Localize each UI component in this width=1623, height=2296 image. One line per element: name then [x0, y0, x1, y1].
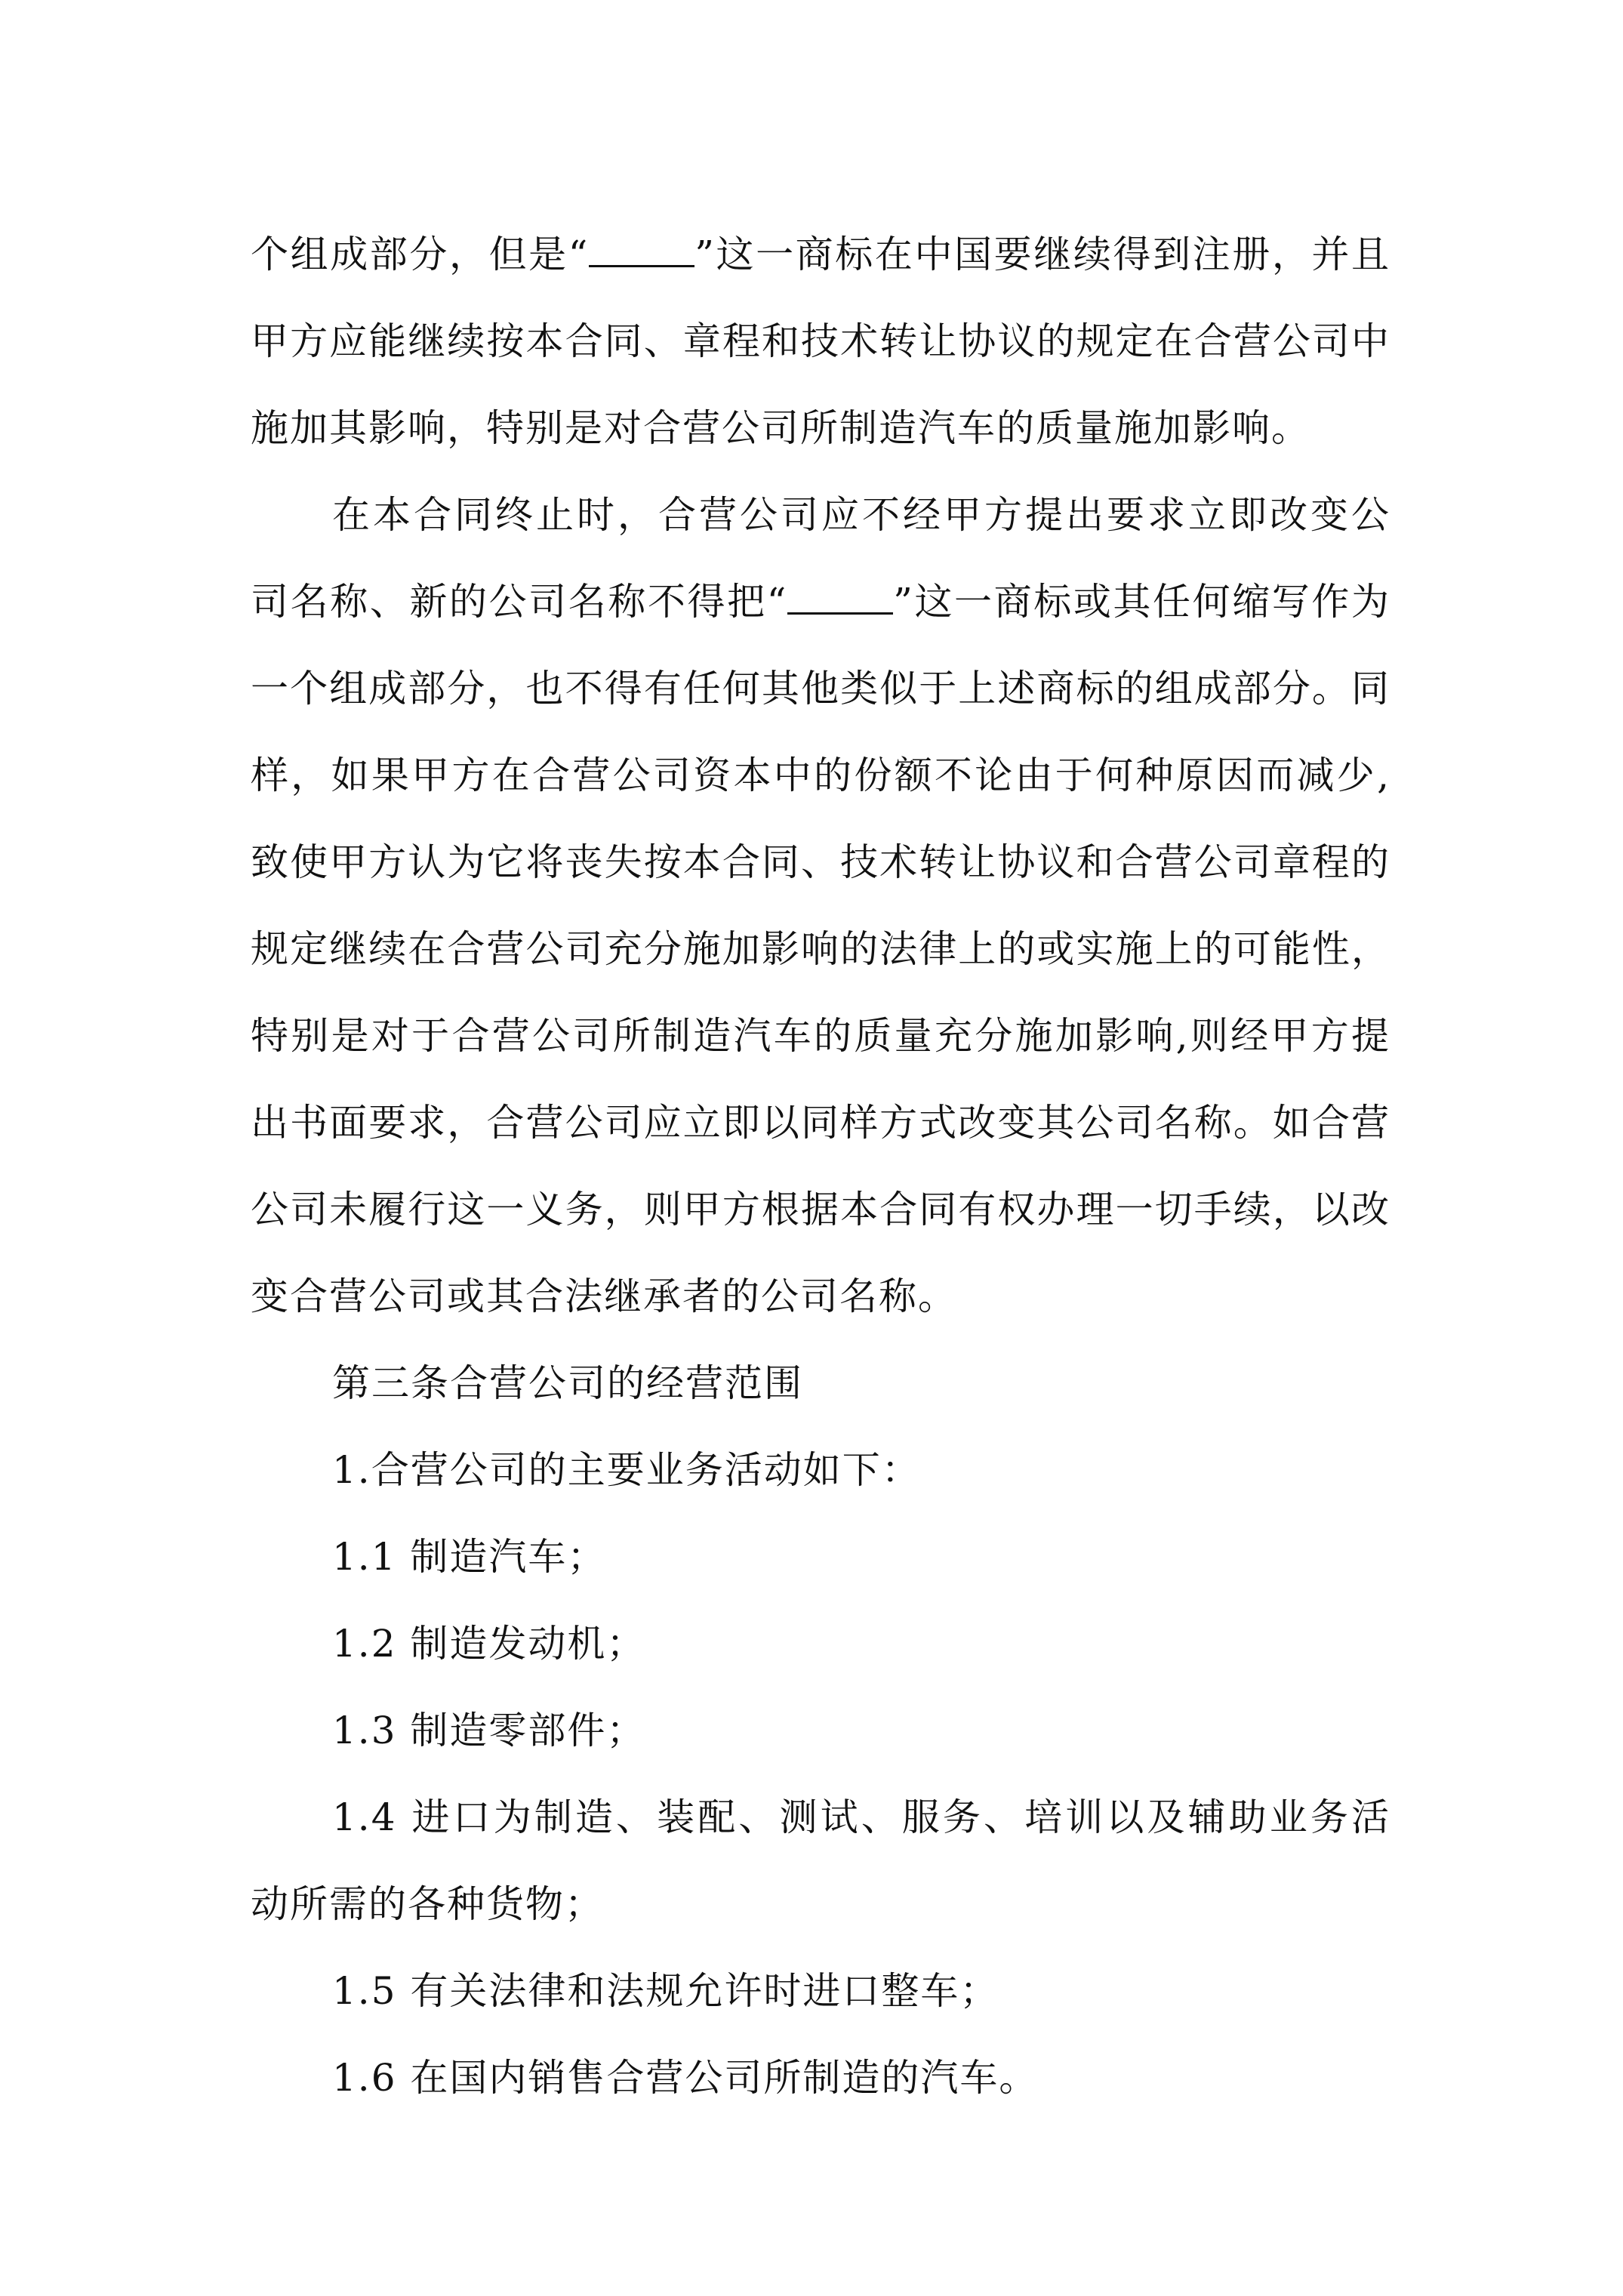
paragraph-2-text-b: ”这一商标或其任何缩写作为一个组成部分，也不得有任何其他类似于上述商标的组成部分。同样，如果甲方在合营公司资本中的份额不论由于何种原因而减少,致使甲方认为它将丧失按本合同、技术转让协议和合营公司章程的规定继续在合营公司充分施加影响的法律上的或实施上的可能性，特别是对于合营公司所制造汽车的质量充分施加影响,则经甲方提出书面要求，合营公司应立即以同样方式改变其公司名称。如合营公司未履行这一义务，则甲方根据本合同有权办理一切手续，以改变合营公司或其合法继承者的公司名称。 — [251, 580, 1390, 1318]
article-heading: 第三条合营公司的经营范围 — [332, 1361, 803, 1405]
document-body — [251, 211, 1390, 2122]
business-scope-item-1-5: 1.5 有关法律和法规允许时进口整车； — [332, 1969, 999, 2013]
paragraph-trademark-registration — [251, 211, 1390, 472]
business-scope-item-1: 1.合营公司的主要业务活动如下： — [332, 1448, 921, 1492]
paragraph-1-text-a: 个组成部分，但是“ — [251, 233, 590, 276]
business-scope-item-1-3: 1.3 制造零部件； — [332, 1709, 646, 1752]
trademark-blank — [589, 231, 694, 267]
business-scope-item-1-2: 1.2 制造发动机； — [332, 1622, 646, 1666]
paragraph-company-name-change — [251, 472, 1390, 1340]
paragraph-1-text-b: ”这一商标在中国要继续得到注册，并且甲方应能继续按本合同、章程和技术转让协议的规定在合营公司中施加其影响，特别是对合营公司所制造汽车的质量施加影响。 — [251, 233, 1391, 450]
trademark-blank-2 — [787, 578, 893, 615]
paragraph-2-text-a: 在本合同终止时，合营公司应不经甲方提出要求立即改变公司名称、新的公司名称不得把“ — [251, 493, 1390, 624]
business-scope-item-1-6: 1.6 在国内销售合营公司所制造的汽车。 — [332, 2056, 1039, 2100]
business-scope-item-1-4: 1.4 进口为制造、装配、测试、服务、培训以及辅助业务活动所需的各种货物； — [251, 1795, 1390, 1926]
business-scope-item-1-1: 1.1 制造汽车； — [332, 1535, 607, 1579]
